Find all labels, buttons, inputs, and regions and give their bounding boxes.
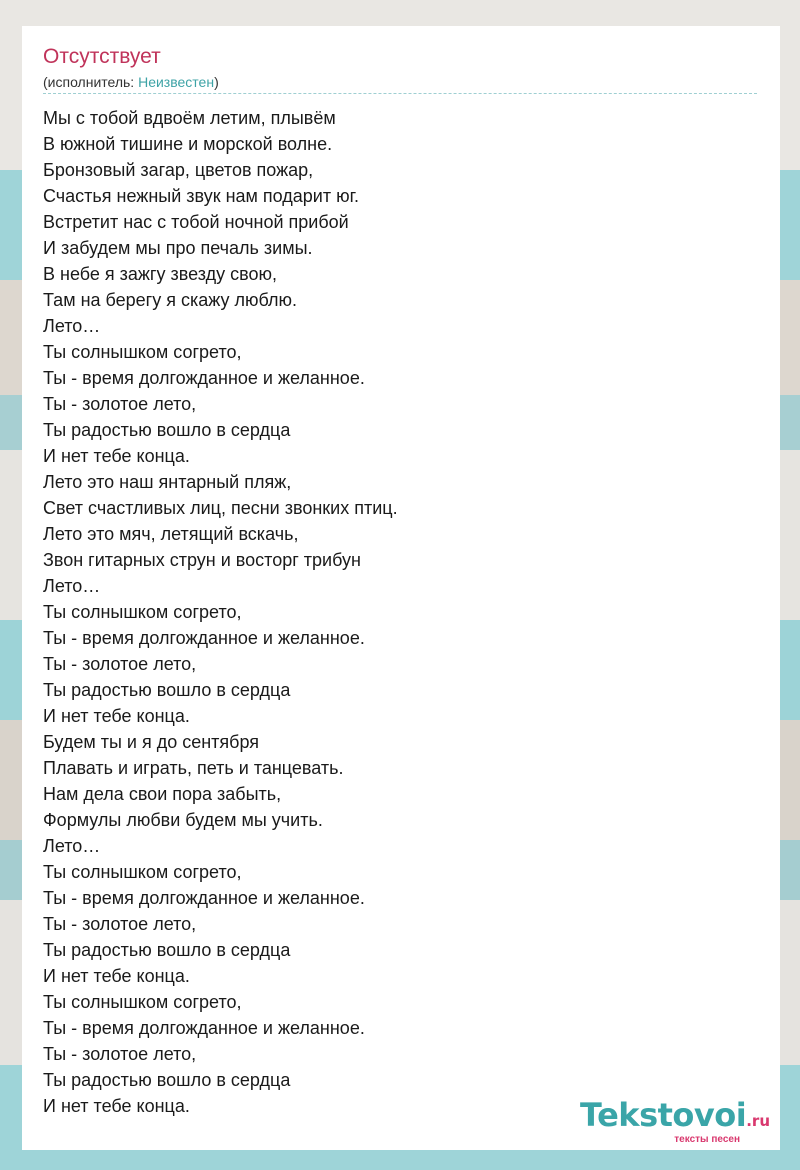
lyric-line: Ты радостью вошло в сердца [43, 1070, 291, 1090]
lyric-line: Нам дела свои пора забыть, [43, 784, 282, 804]
lyric-line: Лето… [43, 316, 101, 336]
lyric-line: Лето это наш янтарный пляж, [43, 472, 292, 492]
lyric-line: Встретит нас с тобой ночной прибой [43, 212, 349, 232]
lyric-line: В небе я зажгу звезду свою, [43, 264, 277, 284]
lyric-line: Ты - время долгожданное и желанное. [43, 1018, 365, 1038]
lyric-line: И нет тебе конца. [43, 966, 190, 986]
site-logo[interactable] [580, 1098, 770, 1146]
logo-tld: .ru [746, 1112, 770, 1130]
lyric-line: И забудем мы про печаль зимы. [43, 238, 313, 258]
lyric-line: Ты солнышком согрето, [43, 602, 242, 622]
lyric-line: Ты радостью вошло в сердца [43, 420, 291, 440]
logo-wordmark [580, 1098, 770, 1138]
lyric-line: Ты - время долгожданное и желанное. [43, 628, 365, 648]
lyrics-card [22, 26, 780, 1150]
lyric-line: Ты - золотое лето, [43, 654, 197, 674]
performer-prefix: (исполнитель: [43, 74, 139, 90]
lyric-line: Ты - золотое лето, [43, 914, 197, 934]
lyric-line: Свет счастливых лиц, песни звонких птиц. [43, 498, 398, 518]
logo-name: Tekstovoi [580, 1096, 747, 1134]
lyric-line: И нет тебе конца. [43, 1096, 190, 1116]
lyric-line: Ты радостью вошло в сердца [43, 940, 291, 960]
lyric-line: Звон гитарных струн и восторг трибун [43, 550, 361, 570]
lyric-line: Ты - золотое лето, [43, 1044, 197, 1064]
lyric-line: Ты - золотое лето, [43, 394, 197, 414]
dashed-divider [43, 93, 757, 94]
lyric-line: Ты солнышком согрето, [43, 862, 242, 882]
lyric-line: И нет тебе конца. [43, 706, 190, 726]
performer-suffix: ) [214, 74, 219, 90]
lyric-line: Будем ты и я до сентября [43, 732, 260, 752]
lyric-line: Лето… [43, 836, 101, 856]
lyric-line: Бронзовый загар, цветов пожар, [43, 160, 314, 180]
lyric-line: Мы с тобой вдвоём летим, плывём [43, 108, 336, 128]
lyric-line: И нет тебе конца. [43, 446, 190, 466]
lyric-line: Лето… [43, 576, 101, 596]
lyric-line: Ты солнышком согрето, [43, 992, 242, 1012]
song-title: Отсутствует [43, 45, 161, 68]
lyric-line: Лето это мяч, летящий вскачь, [43, 524, 299, 544]
lyric-line: Ты - время долгожданное и желанное. [43, 888, 365, 908]
lyric-line: Ты - время долгожданное и желанное. [43, 368, 365, 388]
lyrics-list [43, 105, 398, 1119]
lyric-line: Ты солнышком согрето, [43, 342, 242, 362]
lyric-line: Ты радостью вошло в сердца [43, 680, 291, 700]
lyric-line: Счастья нежный звук нам подарит юг. [43, 186, 359, 206]
lyric-line: Плавать и играть, петь и танцевать. [43, 758, 344, 778]
lyric-line: Там на берегу я скажу люблю. [43, 290, 298, 310]
performer-line [43, 73, 219, 91]
lyric-line: Формулы любви будем мы учить. [43, 810, 323, 830]
performer-link[interactable]: Неизвестен [138, 74, 215, 90]
logo-tagline: тексты песен [674, 1134, 740, 1145]
lyric-line: В южной тишине и морской волне. [43, 134, 333, 154]
